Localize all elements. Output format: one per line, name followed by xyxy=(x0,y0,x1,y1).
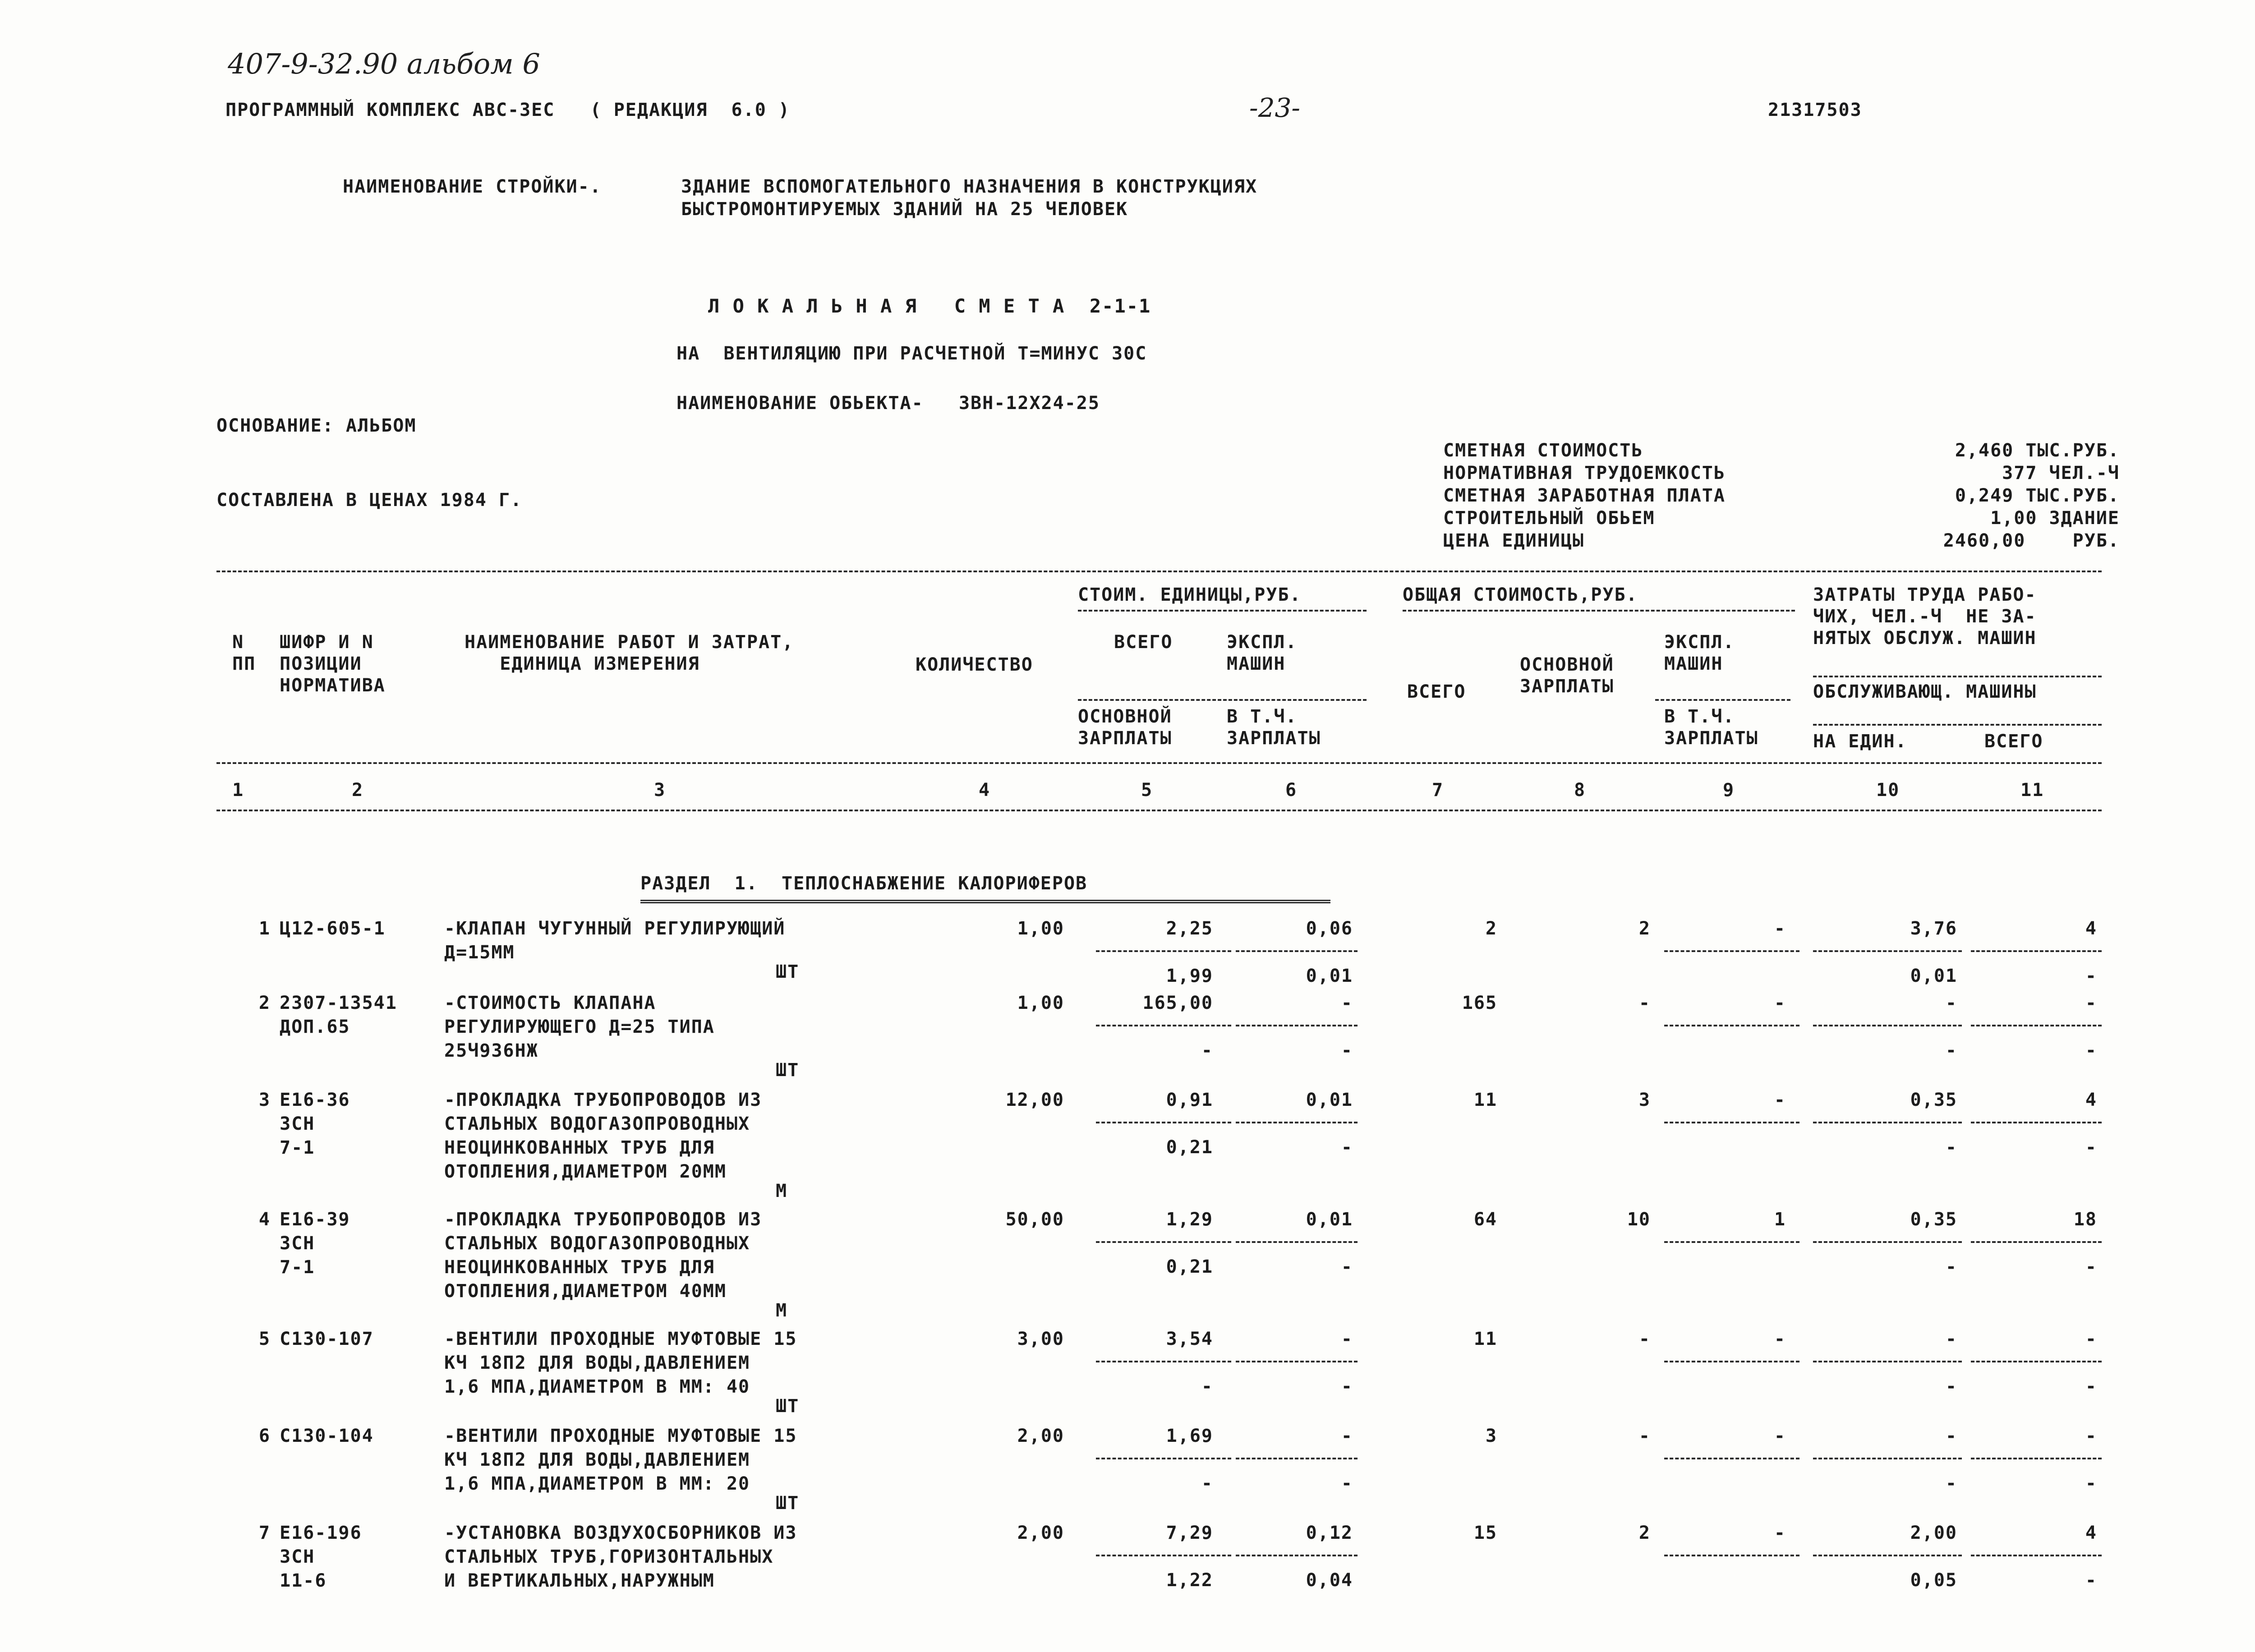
total-incl-header: В Т.Ч. ЗАРПЛАТЫ xyxy=(1664,706,1758,749)
row-work-name: СТАЛЬНЫХ ВОДОГАЗОПРОВОДНЫХ xyxy=(444,1233,750,1254)
row-total: 2 xyxy=(1485,918,1497,939)
total-all-header: ВСЕГО xyxy=(1407,681,1466,702)
row-labor-total-serv: - xyxy=(2085,966,2097,986)
page-number: -23- xyxy=(1249,92,1300,123)
row-labor-total-serv: - xyxy=(2085,1376,2097,1397)
row-labor-unit-serv: - xyxy=(1945,1256,1957,1277)
cell-divider-rule xyxy=(1236,1241,1358,1243)
labor-total-header: ВСЕГО xyxy=(1984,731,2043,752)
row-labor-unit-serv: - xyxy=(1945,1473,1957,1494)
row-labor-total: 4 xyxy=(2085,1090,2097,1110)
row-total-machine: - xyxy=(1774,1523,1786,1543)
header-inner-rule xyxy=(1078,699,1367,701)
cell-divider-rule xyxy=(1971,1025,2102,1026)
row-work-name: НЕОЦИНКОВАННЫХ ТРУБ ДЛЯ xyxy=(444,1137,715,1158)
summary-value: 377 ЧЕЛ.-Ч xyxy=(2002,463,2120,483)
row-code: Е16-39 xyxy=(280,1209,350,1230)
row-total-wage: - xyxy=(1638,1329,1651,1349)
row-unit-incl: - xyxy=(1341,1137,1353,1158)
row-unit-wage: 1,22 xyxy=(1166,1570,1213,1591)
row-work-name: -УСТАНОВКА ВОЗДУХОСБОРНИКОВ ИЗ xyxy=(444,1523,797,1543)
cell-divider-rule xyxy=(1664,1025,1799,1026)
row-code-extra: 7-1 xyxy=(280,1137,315,1158)
row-labor-total: - xyxy=(2085,1426,2097,1446)
row-code: С130-107 xyxy=(280,1329,374,1349)
col-num: 6 xyxy=(1285,780,1298,801)
cell-divider-rule xyxy=(1813,1361,1962,1362)
row-unit-machine: 0,12 xyxy=(1306,1523,1353,1543)
row-work-name: КЧ 18П2 ДЛЯ ВОДЫ,ДАВЛЕНИЕМ xyxy=(444,1450,750,1470)
row-quantity: 12,00 xyxy=(1005,1090,1064,1110)
row-work-name: 1,6 МПА,ДИАМЕТРОМ В ММ: 20 xyxy=(444,1473,750,1494)
col-num: 2 xyxy=(352,780,364,801)
row-number: 3 xyxy=(258,1090,271,1110)
summary-value: 2460,00 РУБ. xyxy=(1943,530,2120,551)
section-underline xyxy=(640,900,1330,903)
row-number: 7 xyxy=(258,1523,271,1543)
row-unit: М xyxy=(776,1300,788,1321)
row-work-name: -СТОИМОСТЬ КЛАПАНА xyxy=(444,993,656,1013)
row-code-extra: ДОП.65 xyxy=(280,1017,350,1037)
labor-service-header: ОБСЛУЖИВАЮЩ. МАШИНЫ xyxy=(1813,681,2037,702)
row-labor-total-serv: - xyxy=(2085,1570,2097,1591)
row-work-name: РЕГУЛИРУЮЩЕГО Д=25 ТИПА xyxy=(444,1017,715,1037)
row-unit-incl: 0,01 xyxy=(1306,966,1353,986)
row-unit-total: 0,91 xyxy=(1166,1090,1213,1110)
row-work-name: КЧ 18П2 ДЛЯ ВОДЫ,ДАВЛЕНИЕМ xyxy=(444,1353,750,1373)
row-labor-unit: 2,00 xyxy=(1910,1523,1957,1543)
row-total: 3 xyxy=(1485,1426,1497,1446)
header-inner-rule xyxy=(1655,699,1790,701)
row-total: 64 xyxy=(1473,1209,1497,1230)
row-unit-total: 1,69 xyxy=(1166,1426,1213,1446)
row-total-machine: - xyxy=(1774,1426,1786,1446)
row-number: 1 xyxy=(258,918,271,939)
row-code: Е16-196 xyxy=(280,1523,362,1543)
row-work-name: -ПРОКЛАДКА ТРУБОПРОВОДОВ ИЗ xyxy=(444,1209,762,1230)
summary-label: СМЕТНАЯ СТОИМОСТЬ xyxy=(1443,440,1643,461)
col-num: 5 xyxy=(1141,780,1153,801)
cell-divider-rule xyxy=(1971,1122,2102,1123)
row-total: 11 xyxy=(1473,1090,1497,1110)
row-total: 165 xyxy=(1462,993,1497,1013)
cell-divider-rule xyxy=(1236,1122,1358,1123)
row-unit-total: 165,00 xyxy=(1142,993,1213,1013)
cell-divider-rule xyxy=(1096,1122,1231,1123)
row-code-extra: 7-1 xyxy=(280,1257,315,1278)
row-work-name: ОТОПЛЕНИЯ,ДИАМЕТРОМ 40ММ xyxy=(444,1281,727,1302)
row-labor-unit: - xyxy=(1945,1329,1957,1349)
row-unit-wage: - xyxy=(1201,1473,1213,1494)
row-code-extra: ЗСН xyxy=(280,1546,315,1567)
cell-divider-rule xyxy=(1096,1555,1231,1556)
estimate-title: Л О К А Л Ь Н А Я С М Е Т А 2-1-1 xyxy=(708,295,1151,317)
row-unit-total: 1,29 xyxy=(1166,1209,1213,1230)
row-number: 6 xyxy=(258,1426,271,1446)
row-unit: ШТ xyxy=(776,1493,800,1514)
unit-machine-header: ЭКСПЛ. МАШИН xyxy=(1227,632,1298,674)
cell-divider-rule xyxy=(1664,1122,1799,1123)
cell-divider-rule xyxy=(1236,950,1358,952)
handwritten-album-ref: 407-9-32.90 альбом 6 xyxy=(228,47,540,80)
cell-divider-rule xyxy=(1096,1361,1231,1362)
row-work-name: ОТОПЛЕНИЯ,ДИАМЕТРОМ 20ММ xyxy=(444,1161,727,1182)
col-num: 1 xyxy=(232,780,244,801)
row-labor-unit-serv: 0,01 xyxy=(1910,966,1957,986)
row-quantity: 3,00 xyxy=(1017,1329,1064,1349)
row-labor-unit-serv: - xyxy=(1945,1137,1957,1158)
row-unit-wage: 1,99 xyxy=(1166,966,1213,986)
row-number: 5 xyxy=(258,1329,271,1349)
row-unit-wage: 0,21 xyxy=(1166,1137,1213,1158)
cell-divider-rule xyxy=(1096,950,1231,952)
row-total: 15 xyxy=(1473,1523,1497,1543)
summary-value: 0,249 ТЫС.РУБ. xyxy=(1955,485,2120,506)
row-labor-unit-serv: - xyxy=(1945,1040,1957,1061)
row-total-wage: - xyxy=(1638,993,1651,1013)
cell-divider-rule xyxy=(1096,1025,1231,1026)
cell-divider-rule xyxy=(1813,1122,1962,1123)
construction-line-2: БЫСТРОМОНТИРУЕМЫХ ЗДАНИЙ НА 25 ЧЕЛОВЕК xyxy=(681,199,1128,220)
col-num: 7 xyxy=(1432,780,1444,801)
cell-divider-rule xyxy=(1236,1361,1358,1362)
cell-divider-rule xyxy=(1813,950,1962,952)
row-quantity: 2,00 xyxy=(1017,1426,1064,1446)
unit-cost-header: СТОИМ. ЕДИНИЦЫ,РУБ. xyxy=(1078,584,1302,605)
summary-label: ЦЕНА ЕДИНИЦЫ xyxy=(1443,530,1584,551)
cell-divider-rule xyxy=(1236,1458,1358,1459)
row-labor-total: - xyxy=(2085,993,2097,1013)
price-basis: СОСТАВЛЕНА В ЦЕНАХ 1984 Г. xyxy=(216,490,523,511)
cell-divider-rule xyxy=(1971,1458,2102,1459)
unit-wage-header: ОСНОВНОЙ ЗАРПЛАТЫ xyxy=(1078,706,1172,749)
row-unit-incl: - xyxy=(1341,1473,1353,1494)
row-work-name: НЕОЦИНКОВАННЫХ ТРУБ ДЛЯ xyxy=(444,1257,715,1278)
row-unit-wage: 0,21 xyxy=(1166,1256,1213,1277)
object-name: НАИМЕНОВАНИЕ ОБЬЕКТА- ЗВН-12Х24-25 xyxy=(676,393,1100,414)
col-quantity-header: КОЛИЧЕСТВО xyxy=(916,654,1033,675)
row-labor-total-serv: - xyxy=(2085,1473,2097,1494)
col-name-header: НАИМЕНОВАНИЕ РАБОТ И ЗАТРАТ, ЕДИНИЦА ИЗМЕРЕНИЯ xyxy=(465,632,794,674)
summary-value: 1,00 ЗДАНИЕ xyxy=(1990,508,2120,529)
document-code: 21317503 xyxy=(1768,100,1862,120)
row-labor-unit: 3,76 xyxy=(1910,918,1957,939)
header-inner-rule xyxy=(1403,610,1795,612)
cell-divider-rule xyxy=(1664,1241,1799,1243)
cell-divider-rule xyxy=(1664,1361,1799,1362)
cell-divider-rule xyxy=(1971,1241,2102,1243)
row-labor-total: 4 xyxy=(2085,918,2097,939)
col-num: 3 xyxy=(654,780,666,801)
header-bottom-rule xyxy=(216,762,2102,764)
row-labor-total: 18 xyxy=(2073,1209,2097,1230)
row-labor-total-serv: - xyxy=(2085,1137,2097,1158)
header-inner-rule xyxy=(1078,610,1367,612)
row-labor-unit: 0,35 xyxy=(1910,1209,1957,1230)
row-number: 2 xyxy=(258,993,271,1013)
row-total-machine: - xyxy=(1774,918,1786,939)
row-unit-wage: - xyxy=(1201,1376,1213,1397)
row-number: 4 xyxy=(258,1209,271,1230)
construction-label: НАИМЕНОВАНИЕ СТРОЙКИ-. xyxy=(343,176,602,197)
cell-divider-rule xyxy=(1813,1241,1962,1243)
row-total-machine: 1 xyxy=(1774,1209,1786,1230)
row-labor-unit: - xyxy=(1945,993,1957,1013)
row-code: Е16-36 xyxy=(280,1090,350,1110)
col-number-header: N ПП xyxy=(232,632,256,674)
row-labor-total: - xyxy=(2085,1329,2097,1349)
row-unit-incl: - xyxy=(1341,1040,1353,1061)
row-quantity: 50,00 xyxy=(1005,1209,1064,1230)
row-code: С130-104 xyxy=(280,1426,374,1446)
row-unit-total: 2,25 xyxy=(1166,918,1213,939)
col-num: 11 xyxy=(2020,780,2044,801)
row-code: Ц12-605-1 xyxy=(280,918,386,939)
row-quantity: 2,00 xyxy=(1017,1523,1064,1543)
total-wage-header: ОСНОВНОЙ ЗАРПЛАТЫ xyxy=(1520,654,1614,697)
cell-divider-rule xyxy=(1971,1361,2102,1362)
row-unit-machine: - xyxy=(1341,1329,1353,1349)
row-work-name: СТАЛЬНЫХ ВОДОГАЗОПРОВОДНЫХ xyxy=(444,1114,750,1134)
row-total-wage: 2 xyxy=(1638,918,1651,939)
cell-divider-rule xyxy=(1664,1555,1799,1556)
summary-label: НОРМАТИВНАЯ ТРУДОЕМКОСТЬ xyxy=(1443,463,1726,483)
row-work-name: 1,6 МПА,ДИАМЕТРОМ В ММ: 40 xyxy=(444,1376,750,1397)
row-unit-incl: - xyxy=(1341,1256,1353,1277)
cell-divider-rule xyxy=(1813,1025,1962,1026)
numbers-bottom-rule xyxy=(216,810,2102,811)
cell-divider-rule xyxy=(1971,1555,2102,1556)
row-work-name: Д=15ММ xyxy=(444,942,515,963)
row-labor-total-serv: - xyxy=(2085,1256,2097,1277)
summary-label: СМЕТНАЯ ЗАРАБОТНАЯ ПЛАТА xyxy=(1443,485,1726,506)
row-unit-total: 3,54 xyxy=(1166,1329,1213,1349)
row-work-name: -ВЕНТИЛИ ПРОХОДНЫЕ МУФТОВЫЕ 15 xyxy=(444,1329,797,1349)
row-unit-machine: 0,01 xyxy=(1306,1209,1353,1230)
row-work-name: И ВЕРТИКАЛЬНЫХ,НАРУЖНЫМ xyxy=(444,1570,715,1591)
row-unit: ШТ xyxy=(776,962,800,982)
total-machine-header: ЭКСПЛ. МАШИН xyxy=(1664,632,1735,674)
row-labor-unit-serv: 0,05 xyxy=(1910,1570,1957,1591)
row-work-name: -ПРОКЛАДКА ТРУБОПРОВОДОВ ИЗ xyxy=(444,1090,762,1110)
row-labor-unit-serv: - xyxy=(1945,1376,1957,1397)
row-total: 11 xyxy=(1473,1329,1497,1349)
labor-unit-header: НА ЕДИН. xyxy=(1813,731,1907,752)
row-labor-total: 4 xyxy=(2085,1523,2097,1543)
cell-divider-rule xyxy=(1096,1241,1231,1243)
row-total-wage: 3 xyxy=(1638,1090,1651,1110)
row-quantity: 1,00 xyxy=(1017,918,1064,939)
cell-divider-rule xyxy=(1813,1458,1962,1459)
row-work-name: 25Ч936НЖ xyxy=(444,1040,538,1061)
unit-incl-header: В Т.Ч. ЗАРПЛАТЫ xyxy=(1227,706,1321,749)
row-total-machine: - xyxy=(1774,993,1786,1013)
row-work-name: -ВЕНТИЛИ ПРОХОДНЫЕ МУФТОВЫЕ 15 xyxy=(444,1426,797,1446)
col-num: 8 xyxy=(1574,780,1586,801)
cell-divider-rule xyxy=(1664,1458,1799,1459)
row-total-machine: - xyxy=(1774,1090,1786,1110)
row-unit-machine: 0,01 xyxy=(1306,1090,1353,1110)
cell-divider-rule xyxy=(1971,950,2102,952)
summary-value: 2,460 ТЫС.РУБ. xyxy=(1955,440,2120,461)
row-unit: ШТ xyxy=(776,1060,800,1081)
row-labor-total-serv: - xyxy=(2085,1040,2097,1061)
row-code-extra: ЗСН xyxy=(280,1233,315,1254)
cell-divider-rule xyxy=(1236,1555,1358,1556)
row-unit-total: 7,29 xyxy=(1166,1523,1213,1543)
cell-divider-rule xyxy=(1664,950,1799,952)
cell-divider-rule xyxy=(1096,1458,1231,1459)
row-work-name: -КЛАПАН ЧУГУННЫЙ РЕГУЛИРУЮЩИЙ xyxy=(444,918,786,939)
row-total-wage: - xyxy=(1638,1426,1651,1446)
col-num: 9 xyxy=(1723,780,1735,801)
cell-divider-rule xyxy=(1236,1025,1358,1026)
row-unit-incl: - xyxy=(1341,1376,1353,1397)
header-inner-rule xyxy=(1813,676,2102,677)
unit-total-header: ВСЕГО xyxy=(1114,632,1173,653)
row-unit-machine: - xyxy=(1341,1426,1353,1446)
row-work-name: СТАЛЬНЫХ ТРУБ,ГОРИЗОНТАЛЬНЫХ xyxy=(444,1546,774,1567)
col-code-header: ШИФР И N ПОЗИЦИИ НОРМАТИВА xyxy=(280,632,386,696)
col-num: 10 xyxy=(1876,780,1900,801)
row-unit-incl: 0,04 xyxy=(1306,1570,1353,1591)
header-top-rule xyxy=(216,571,2102,572)
col-num: 4 xyxy=(979,780,991,801)
program-line: ПРОГРАММНЫЙ КОМПЛЕКС АВС-3ЕС ( РЕДАКЦИЯ 6.0 ) xyxy=(226,100,790,120)
construction-line-1: ЗДАНИЕ ВСПОМОГАТЕЛЬНОГО НАЗНАЧЕНИЯ В КОНСТРУКЦИЯХ xyxy=(681,176,1258,197)
row-code: 2307-13541 xyxy=(280,993,397,1013)
row-total-wage: 10 xyxy=(1627,1209,1651,1230)
row-unit-machine: - xyxy=(1341,993,1353,1013)
row-unit-machine: 0,06 xyxy=(1306,918,1353,939)
estimate-subject: НА ВЕНТИЛЯЦИЮ ПРИ РАСЧЕТНОЙ Т=МИНУС 30С xyxy=(676,343,1147,364)
row-unit: М xyxy=(776,1181,788,1201)
row-unit: ШТ xyxy=(776,1396,800,1417)
header-inner-rule xyxy=(1813,724,2102,726)
basis: ОСНОВАНИЕ: АЛЬБОМ xyxy=(216,415,417,436)
row-unit-wage: - xyxy=(1201,1040,1213,1061)
row-code-extra: ЗСН xyxy=(280,1114,315,1134)
row-quantity: 1,00 xyxy=(1017,993,1064,1013)
row-labor-unit: 0,35 xyxy=(1910,1090,1957,1110)
summary-label: СТРОИТЕЛЬНЫЙ ОБЬЕМ xyxy=(1443,508,1655,529)
cell-divider-rule xyxy=(1813,1555,1962,1556)
total-cost-header: ОБЩАЯ СТОИМОСТЬ,РУБ. xyxy=(1403,584,1638,605)
row-total-wage: 2 xyxy=(1638,1523,1651,1543)
section-title: РАЗДЕЛ 1. ТЕПЛОСНАБЖЕНИЕ КАЛОРИФЕРОВ xyxy=(640,873,1088,894)
row-labor-unit: - xyxy=(1945,1426,1957,1446)
row-total-machine: - xyxy=(1774,1329,1786,1349)
labor-header: ЗАТРАТЫ ТРУДА РАБО- ЧИХ, ЧЕЛ.-Ч НЕ ЗА- НЯТЫХ ОБСЛУЖ. МАШИН xyxy=(1813,584,2037,649)
row-code-extra: 11-6 xyxy=(280,1570,327,1591)
